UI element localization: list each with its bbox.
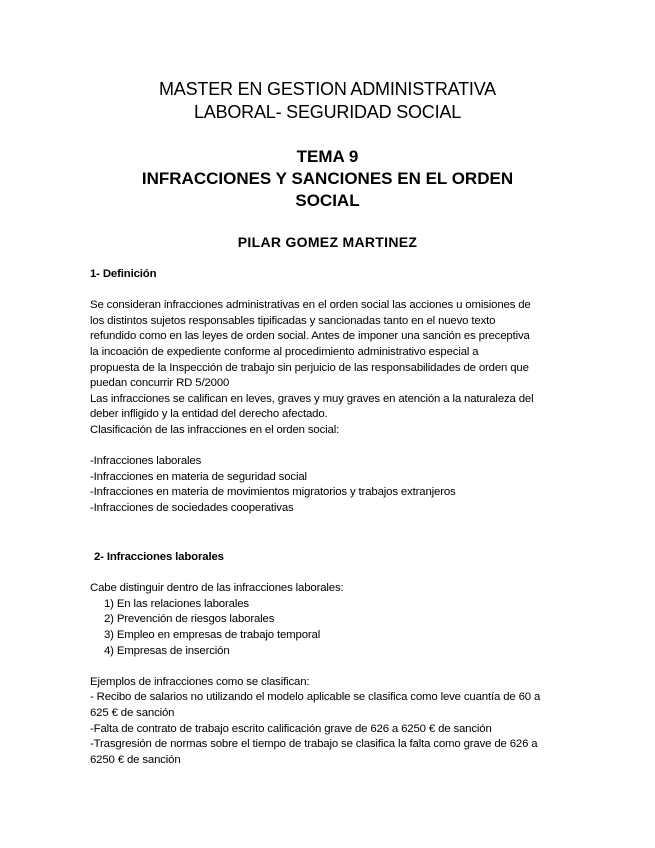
- example-line: 6250 € de sanción: [90, 753, 181, 766]
- paragraph-line: refundido como en las leyes de orden social. Antes de imponer una sanción es preceptiva: [90, 330, 530, 343]
- tema-title-line-1: INFRACCIONES Y SANCIONES EN EL ORDEN: [141, 169, 514, 188]
- paragraph-line: la incoación de expediente conforme al procedimiento administrativo especial a: [90, 345, 479, 358]
- paragraph-line: puedan concurrir RD 5/2000: [90, 377, 230, 390]
- spacer: [90, 439, 580, 455]
- list-item: -Infracciones en materia de movimientos migratorios y trabajos extranjeros: [90, 486, 456, 499]
- list-item: 3) Empleo en empresas de trabajo temporal: [104, 628, 321, 641]
- spacer: [90, 566, 580, 582]
- list-item: 4) Empresas de inserción: [104, 644, 230, 657]
- master-title: [0, 78, 655, 124]
- paragraph-line: Se consideran infracciones administrativas en el orden social las acciones u omisiones de: [90, 299, 531, 312]
- tema-title: [0, 146, 655, 212]
- spacer: [90, 659, 580, 675]
- master-title-line-1: MASTER EN GESTION ADMINISTRATIVA: [159, 79, 496, 99]
- examples-intro: Ejemplos de infracciones como se clasifican:: [90, 675, 310, 688]
- example-line: -Trasgresión de normas sobre el tiempo de trabajo se clasifica la falta como grave de 626 a: [90, 738, 538, 751]
- list-item: 2) Prevención de riesgos laborales: [104, 613, 275, 626]
- paragraph-line: deber infligido y la entidad del derecho afectado.: [90, 408, 328, 421]
- example-line: 625 € de sanción: [90, 706, 175, 719]
- author-name: PILAR GOMEZ MARTINEZ: [237, 234, 418, 250]
- spacer: [90, 283, 580, 299]
- list-item: -Infracciones de sociedades cooperativas: [90, 501, 294, 514]
- list-item: -Infracciones laborales: [90, 455, 202, 468]
- section-1-title: 1- Definición: [90, 268, 157, 280]
- section-2: [90, 550, 580, 768]
- paragraph-line: propuesta de la Inspección de trabajo sin perjuicio de las responsabilidades de orden que: [90, 361, 529, 374]
- tema-title-line-2: SOCIAL: [295, 191, 360, 210]
- section-2-intro: Cabe distinguir dentro de las infracciones laborales:: [90, 582, 344, 595]
- list-item: 1) En las relaciones laborales: [104, 597, 249, 610]
- section-1: [90, 267, 580, 517]
- example-line: -Falta de contrato de trabajo escrito calificación grave de 626 a 6250 € de sanción: [90, 722, 492, 735]
- list-item: -Infracciones en materia de seguridad social: [90, 470, 307, 483]
- master-title-line-2: LABORAL- SEGURIDAD SOCIAL: [193, 102, 462, 122]
- infractions-list: [90, 597, 580, 659]
- paragraph-line: Clasificación de las infracciones en el orden social:: [90, 423, 340, 436]
- paragraph-line: los distintos sujetos responsables tipificadas y sancionadas tanto en el nuevo texto: [90, 314, 496, 327]
- example-line: - Recibo de salarios no utilizando el modelo aplicable se clasifica como leve cuantía de 60 a: [90, 691, 541, 704]
- section-2-title: 2- Infracciones laborales: [94, 551, 224, 563]
- tema-number: TEMA 9: [296, 147, 359, 166]
- paragraph-line: Las infracciones se califican en leves, graves y muy graves en atención a la naturaleza del: [90, 392, 534, 405]
